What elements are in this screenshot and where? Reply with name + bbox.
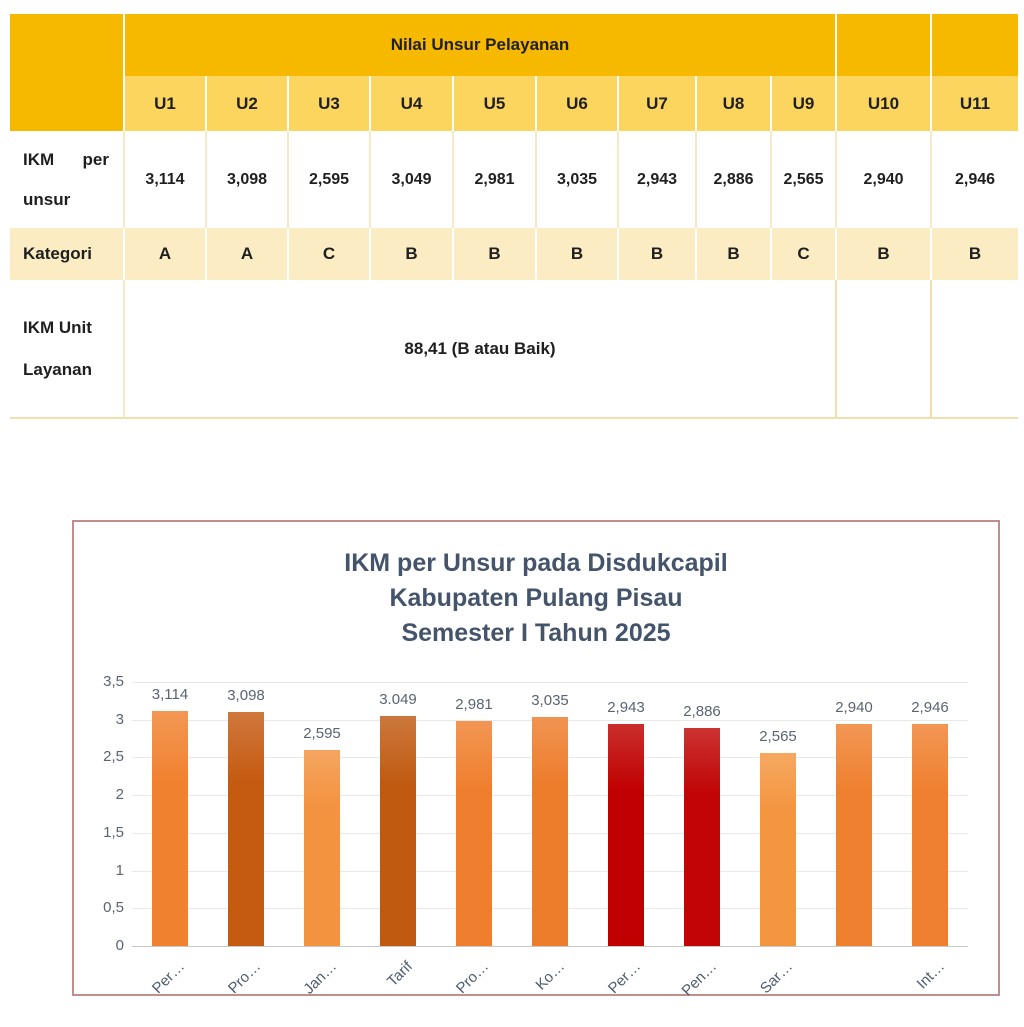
chart-bar-6	[532, 717, 568, 946]
chart-bar-11	[912, 724, 948, 946]
col-header-u6: U6	[535, 76, 617, 131]
chart-bar-10	[836, 724, 872, 946]
bar-value-label: 3,035	[531, 692, 569, 710]
x-axis-category-label: Per…	[604, 958, 645, 998]
group-header-spacer-u10	[835, 14, 930, 76]
kategori-u6: B	[535, 228, 617, 280]
chart-bar-5	[456, 721, 492, 946]
kategori-u5: B	[452, 228, 535, 280]
x-axis-category-label: Per…	[148, 958, 189, 998]
bar-value-label: 2,565	[759, 727, 797, 745]
chart-gridline	[132, 682, 968, 683]
bar-value-label: 3,114	[151, 686, 189, 704]
ikm-unit-layanan-value: 88,41 (B atau Baik)	[123, 280, 835, 417]
kategori-u10: B	[835, 228, 930, 280]
bar-value-label: 2,595	[303, 725, 341, 743]
col-header-u4: U4	[369, 76, 452, 131]
kategori-u1: A	[123, 228, 205, 280]
ikm-value-u8: 2,886	[695, 131, 770, 228]
y-axis-tick-label: 3	[115, 710, 124, 728]
bar-value-label: 3.049	[379, 691, 417, 709]
unit-row-empty-u11	[930, 280, 1018, 417]
x-axis-category-label: Pen…	[678, 958, 721, 1000]
x-axis-category-label: Int…	[913, 958, 949, 993]
x-axis-category-label	[803, 958, 860, 1015]
ikm-value-u10: 2,940	[835, 131, 930, 228]
y-axis-tick-label: 1	[115, 861, 124, 879]
y-axis-tick-label: 0,5	[103, 899, 124, 917]
row-label-ikm-per-unsur: IKM per unsur	[10, 131, 123, 228]
unit-row-empty-u10	[835, 280, 930, 417]
ikm-value-u1: 3,114	[123, 131, 205, 228]
x-axis-category-label: Sar…	[756, 958, 797, 998]
bar-value-label: 3,098	[227, 687, 265, 705]
y-axis-tick-label: 2	[115, 786, 124, 804]
chart-title-line-1: IKM per Unsur pada Disdukcapil	[344, 549, 728, 577]
x-axis-category-label: Pro…	[452, 958, 493, 998]
ikm-bar-chart	[72, 520, 1000, 1000]
bar-value-label: 2,940	[835, 699, 873, 717]
chart-bar-3	[304, 750, 340, 946]
kategori-u4: B	[369, 228, 452, 280]
col-header-u8: U8	[695, 76, 770, 131]
table-corner-cell	[10, 14, 123, 131]
chart-bar-8	[684, 728, 720, 946]
x-axis-category-label: Tarif	[383, 958, 417, 991]
bar-value-label: 2,981	[455, 696, 493, 714]
ikm-value-u11: 2,946	[930, 131, 1018, 228]
kategori-u8: B	[695, 228, 770, 280]
x-axis-category-label: Ko…	[532, 958, 569, 994]
chart-bar-7	[608, 724, 644, 946]
row-label-ikm-unit-layanan: IKM Unit Layanan	[10, 280, 123, 417]
ikm-value-u3: 2,595	[287, 131, 369, 228]
row-label-kategori: Kategori	[10, 228, 123, 280]
bar-value-label: 2,886	[683, 703, 721, 721]
col-header-u1: U1	[123, 76, 205, 131]
ikm-value-u2: 3,098	[205, 131, 287, 228]
chart-bar-1	[152, 711, 188, 946]
col-header-u2: U2	[205, 76, 287, 131]
col-header-u9: U9	[770, 76, 835, 131]
col-header-u7: U7	[617, 76, 695, 131]
ikm-summary-table	[10, 14, 1018, 419]
col-header-u3: U3	[287, 76, 369, 131]
bar-value-label: 2,943	[607, 699, 645, 716]
group-header-nilai-unsur: Nilai Unsur Pelayanan	[123, 14, 835, 76]
x-axis-category-label: Jan…	[300, 958, 341, 998]
y-axis-tick-label: 1,5	[103, 823, 124, 841]
y-axis-tick-label: 2,5	[103, 748, 124, 766]
group-header-spacer-u11	[930, 14, 1018, 76]
chart-title-line-2: Kabupaten Pulang Pisau	[389, 584, 683, 612]
chart-bar-4	[380, 716, 416, 946]
chart-plot-area	[74, 670, 998, 1000]
kategori-u7: B	[617, 228, 695, 280]
x-axis-line	[132, 946, 968, 947]
col-header-u5: U5	[452, 76, 535, 131]
chart-bar-2	[228, 712, 264, 946]
chart-title	[74, 546, 998, 651]
col-header-u11: U11	[930, 76, 1018, 131]
x-axis-category-label: Pro…	[224, 958, 265, 998]
chart-bar-9	[760, 753, 796, 946]
kategori-u3: C	[287, 228, 369, 280]
y-axis-tick-label: 3,5	[103, 673, 124, 690]
y-axis-tick-label: 0	[115, 937, 124, 954]
kategori-u9: C	[770, 228, 835, 280]
ikm-value-u7: 2,943	[617, 131, 695, 228]
kategori-u11: B	[930, 228, 1018, 280]
ikm-value-u6: 3,035	[535, 131, 617, 228]
col-header-u10: U10	[835, 76, 930, 131]
ikm-value-u5: 2,981	[452, 131, 535, 228]
ikm-value-u9: 2,565	[770, 131, 835, 228]
chart-title-line-3: Semester I Tahun 2025	[401, 619, 671, 647]
bar-value-label: 2,946	[911, 698, 949, 716]
kategori-u2: A	[205, 228, 287, 280]
ikm-value-u4: 3,049	[369, 131, 452, 228]
